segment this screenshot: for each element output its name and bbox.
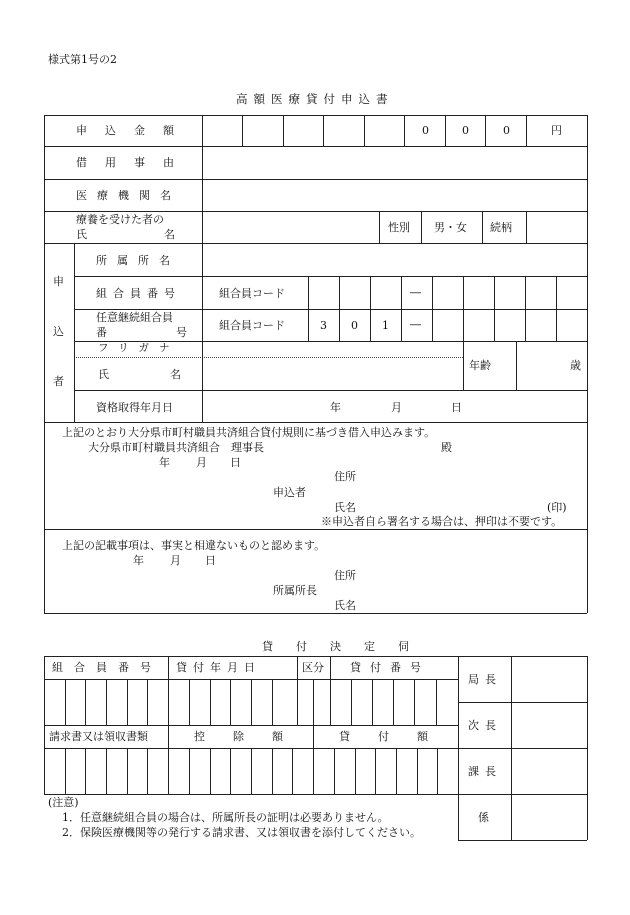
- col-deduction: 控除額: [194, 730, 311, 743]
- acquired-month: 月: [391, 401, 402, 414]
- declaration-text: 上記のとおり大分県市町村職員共済組合貸付規則に基づき借入申込みます。: [62, 426, 436, 439]
- acquired-year: 年: [330, 401, 341, 414]
- voluntary-digit-1: 3: [320, 319, 327, 332]
- sex-options: 男・女: [434, 221, 467, 234]
- member-dash: ―: [410, 286, 421, 299]
- office-label: 所属所名: [96, 254, 180, 267]
- decision-title: 貸付決定伺: [262, 640, 432, 653]
- col-kubun: 区分: [302, 661, 324, 674]
- declaration-applicant-label: 申込者: [273, 486, 306, 499]
- age-label: 年齢: [469, 359, 491, 372]
- declaration-year: 年: [159, 456, 170, 469]
- notes-heading: (注意): [48, 796, 79, 809]
- certification-day: 日: [205, 554, 216, 567]
- col-loan-no: 貸付番号: [350, 661, 430, 674]
- acquired-date-label: 資格取得年月日: [96, 401, 173, 414]
- declaration-note: ※申込者自ら署名する場合は、押印は不要です。: [321, 515, 563, 528]
- amount-digit-3: 0: [503, 124, 510, 137]
- col-member-no: 組合員番号: [52, 661, 162, 674]
- amount-digit-2: 0: [462, 124, 469, 137]
- certification-text: 上記の記載事項は、事実と相違ないものと認めます。: [62, 539, 326, 552]
- name-label-a: 氏: [98, 368, 109, 381]
- col-receipt: 請求書又は領収書類: [49, 730, 148, 743]
- sex-label: 性別: [388, 221, 410, 234]
- declaration-month: 月: [196, 456, 207, 469]
- note-item-1: 1．任意継続組合員の場合は、所属所長の証明は必要ありません。: [62, 811, 389, 824]
- voluntary-label-1: 任意継続組合員: [96, 311, 173, 324]
- name-label-b: 名: [170, 368, 181, 381]
- amount-label: 申込金額: [76, 124, 192, 137]
- voluntary-label-2a: 番: [96, 326, 107, 339]
- approver-bureau-chief: 局長: [468, 673, 502, 686]
- acquired-day: 日: [451, 401, 462, 414]
- note-item-2: 2．保険医療機関等の発行する請求書、又は領収書を添付してください。: [62, 826, 421, 839]
- col-loan-date: 貸付年月日: [176, 661, 261, 674]
- reason-label: 借用事由: [76, 156, 192, 169]
- certification-head-label: 所属所長: [273, 584, 317, 597]
- patient-label-2a: 氏: [76, 228, 87, 241]
- declaration-name-label: 氏名: [334, 501, 356, 514]
- approver-section-chief: 課長: [468, 765, 502, 778]
- member-code-label: 組合員コード: [219, 287, 285, 300]
- amount-digit-1: 0: [422, 124, 429, 137]
- form-number: 様式第1号の2: [48, 53, 117, 66]
- certification-month: 月: [170, 554, 181, 567]
- approver-deputy: 次長: [468, 719, 502, 732]
- declaration-addressee: 大分県市町村職員共済組合 理事長: [88, 441, 264, 454]
- voluntary-dash: ―: [410, 318, 421, 331]
- certification-address-label: 住所: [334, 569, 356, 582]
- voluntary-label-2b: 号: [176, 326, 187, 339]
- amount-unit: 円: [551, 124, 562, 137]
- certification-year: 年: [133, 554, 144, 567]
- declaration-address-label: 住所: [334, 470, 356, 483]
- declaration-day: 日: [230, 456, 241, 469]
- applicant-side-label-2: 込: [53, 325, 64, 338]
- page-title: 高額医療貸付申込書: [236, 92, 394, 106]
- patient-label-1: 療養を受けた者の: [76, 213, 164, 226]
- patient-label-2b: 名: [164, 228, 175, 241]
- member-no-label: 組合員番号: [96, 287, 181, 300]
- voluntary-code-label: 組合員コード: [219, 319, 285, 332]
- voluntary-digit-2: 0: [351, 319, 358, 332]
- declaration-honorific: 殿: [441, 441, 452, 454]
- age-unit: 歳: [570, 359, 581, 372]
- relation-label: 続柄: [490, 221, 512, 234]
- applicant-side-label-3: 者: [53, 375, 64, 388]
- voluntary-digit-3: 1: [382, 319, 389, 332]
- certification-name-label: 氏名: [334, 599, 356, 612]
- institution-label: 医療機関名: [76, 189, 181, 202]
- col-loan-amount: 貸付額: [339, 730, 456, 743]
- declaration-seal: (印): [547, 501, 567, 514]
- approver-staff: 係: [478, 811, 489, 824]
- applicant-side-label-1: 申: [53, 275, 64, 288]
- furigana-label: フリガナ: [98, 342, 180, 354]
